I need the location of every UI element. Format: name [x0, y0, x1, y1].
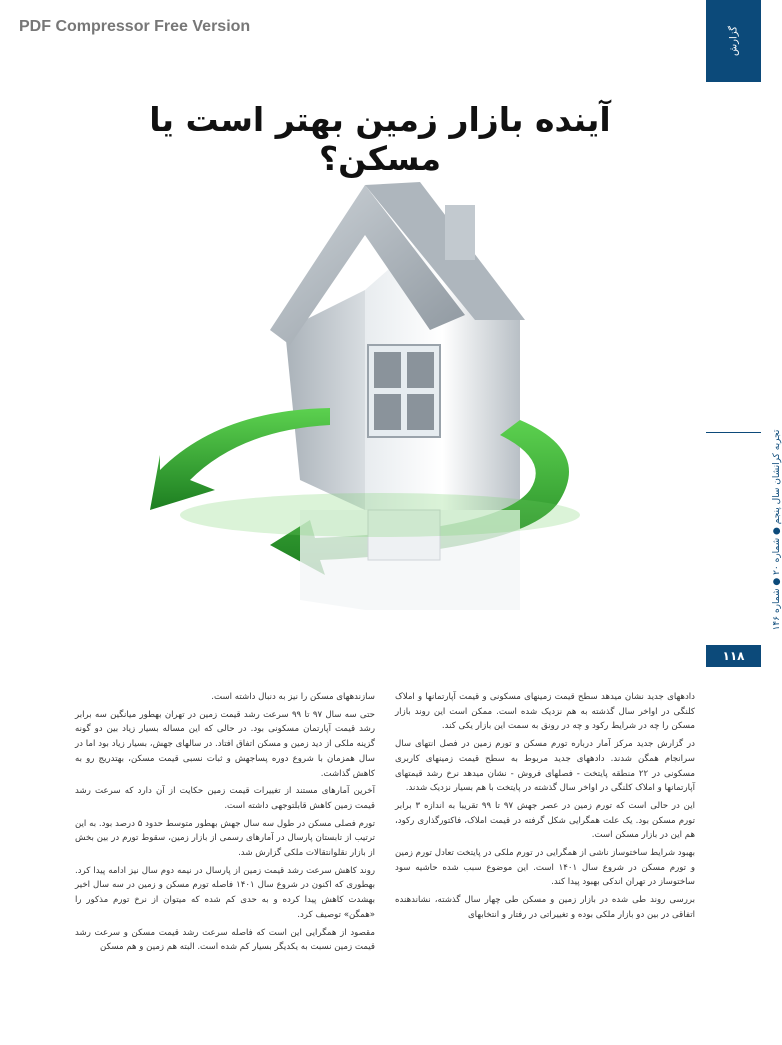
- paragraph: بررسی روند طی شده در بازار زمین و مسکن طی چهار سال گذشته، نشاندهنده اتفاقی در بین دو بازار ملکی بوده و تغییراتی در رفتار و انتخابهای: [395, 895, 695, 920]
- paragraph: حتی سه سال ۹۷ تا ۹۹ سرعت رشد قیمت زمین در تهران بهطور میانگین سه برابر رشد قیمت آپارتمان مسکونی بود. در حالی که این مساله بسیار زیاد بین دو گونه گزینه ملکی از دید زمین و مسکن اتفاق افتاد. در سالهای جهش، بسیار زیاد بود اما در سال همزمان با شروع دوره پساجهش و ثبات نسبی قیمت مسکن، بهتدریج رو به کاهش گذاشت.: [75, 709, 375, 779]
- paragraph: مقصود از همگرایی این است که فاصله سرعت رشد قیمت مسکن و سرعت رشد قیمت زمین نسبت به یکدیگر بسیار کم شده است. البته هم زمین و هم مسکن: [75, 927, 375, 953]
- paragraph: دادههای جدید نشان میدهد سطح قیمت زمینهای مسکونی و قیمت آپارتمانها و املاک کلنگی در اواخر سال گذشته به هم نزدیک شده است. ممکن است این روند بازار مسکن را چه در شرایط رکود و چه در رونق به سمت این بازار یکی کند.: [395, 692, 695, 732]
- paragraph: بهبود شرایط ساختوساز ناشی از همگرایی در تورم ملکی در پایتخت تعادل تورم زمین و تورم مسکن در شروع سال ۱۴۰۱ است. این موضوع سبب شده حاشیه سود ساختوساز در تهران اندکی بهبود پیدا کند.: [395, 848, 695, 888]
- paragraph: در گزارش جدید مرکز آمار درباره تورم مسکن و تورم زمین در فصل انتهای سال سرانجام همگن شدند. دادههای جدید مربوط به سطح قیمت زمینهای کاربری مسکونی در ۲۲ منطقه پایتخت - فصلهای فروش - نشان میدهد نرخ رشد قیمتهای آپارتمانها و املاک کلنگی در اواخر سال گذشته در پایتخت با هم بسیار نزدیک شدند.: [395, 739, 696, 794]
- article-title: آینده بازار زمین بهتر است یا مسکن؟: [149, 100, 611, 178]
- paragraph: سازندههای مسکن را نیز به دنبال داشته است.: [211, 692, 375, 702]
- section-tab-label: گزارش: [728, 25, 739, 57]
- paragraph: آخرین آمارهای مستند از تغییرات قیمت زمین حکایت از آن دارد که سرعت رشد قیمت زمین کاهش قابلتوجهی داشته است.: [75, 786, 375, 811]
- house-window: [368, 345, 440, 437]
- section-tab: [706, 0, 761, 82]
- paragraph: تورم فصلی مسکن در طول سه سال جهش بهطور متوسط حدود ۵ درصد بود. به این ترتیب از تابستان پارسال در آمارهای رسمی از بازار زمین، سقوط تورم در بین بخش از بازار نقلوانتقالات ملکی گزارش شد.: [75, 818, 375, 859]
- house-chimney: [445, 205, 475, 260]
- paragraph: روند کاهش سرعت رشد قیمت زمین از پارسال در نیمه دوم سال نیز ادامه پیدا کرد. بهطوری که اکنون در شروع سال ۱۴۰۱ فاصله تورم مسکن و زمین در سه سال اخیر بهشدت کاهش پیدا کرده و به حدی کم شده که میتوان از نرخ تورم مذکور را «همگن» توصیف کرد.: [75, 865, 376, 920]
- house-arrows-illustration: [130, 180, 610, 650]
- article-column-left: [75, 690, 375, 958]
- page-number: ۱۱۸: [706, 645, 761, 667]
- side-running-header: تجربه کرانشان سال پنجم ● شماره ۲۰ ● شماره ۱۴۶: [772, 429, 782, 631]
- watermark: PDF Compressor Free Version: [19, 18, 251, 35]
- paragraph: این در حالی است که تورم زمین در عصر جهش ۹۷ تا ۹۹ تقریبا به اندازه ۳ برابر تورم مسکن بود. یک علت همگرایی شکل گرفته در قیمت املاک، فاکتورگذاری رکود، هم این در بازار مسکن است.: [395, 800, 695, 841]
- side-divider: [706, 432, 761, 433]
- article-column-right: [395, 690, 695, 926]
